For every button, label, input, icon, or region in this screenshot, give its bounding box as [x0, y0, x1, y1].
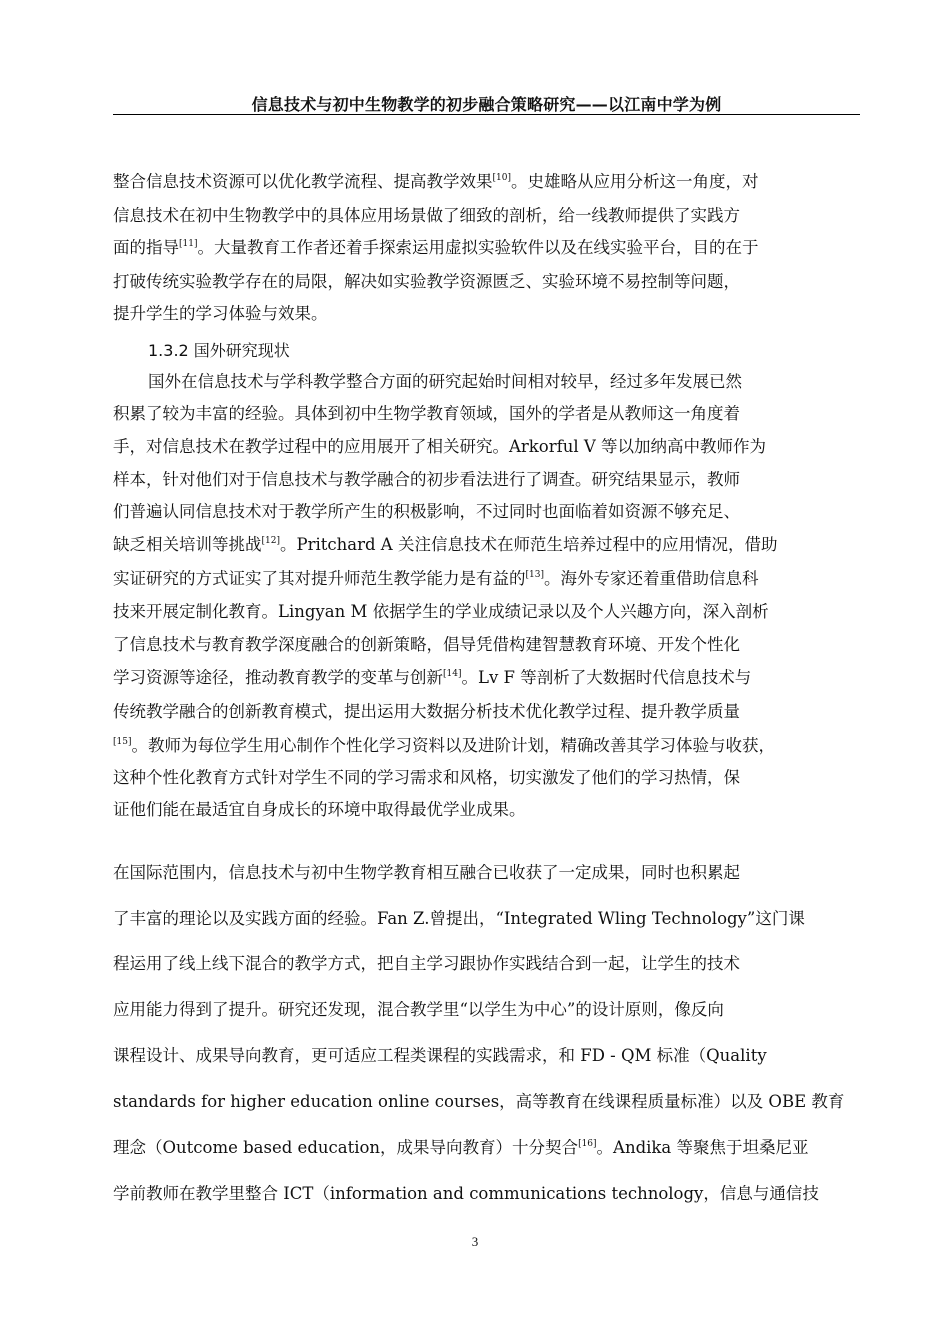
line-text: 积累了较为丰富的经验。具体到初中生物学教育领域，国外的学者是从教师这一角度着 [113, 404, 740, 423]
header-divider [113, 114, 860, 115]
line-text: 信息技术在初中生物教学中的具体应用场景做了细致的剖析，给一线教师提供了实践方 [113, 206, 740, 225]
text-line [113, 736, 775, 756]
text-line [113, 668, 751, 688]
line-text: 实证研究的方式证实了其对提升师范生教学能力是有益的 [113, 569, 526, 588]
text-line [113, 206, 740, 226]
text-line [113, 800, 526, 820]
text-line [148, 372, 742, 392]
page-number: 3 [471, 1234, 479, 1249]
text-line [113, 569, 758, 589]
text-line [113, 272, 740, 292]
citation-ref: [12] [261, 536, 280, 546]
section-heading: 1.3.2 国外研究现状 [148, 341, 290, 360]
text-line [113, 238, 758, 258]
text-line [113, 404, 740, 424]
line-text-continued: 。海外专家还着重借助信息科 [543, 569, 759, 588]
line-text: 面的指导 [113, 238, 179, 257]
line-text-continued: 。教师为每位学生用心制作个性化学习资料以及进阶计划，精确改善其学习体验与收获， [131, 736, 775, 755]
line-text: 应用能力得到了提升。研究还发现，混合教学里“以学生为中心”的设计原则，像反向 [113, 1000, 724, 1019]
line-text: 了丰富的理论以及实践方面的经验。Fan Z.曾提出，“Integrated Wling Technology”这门课 [113, 909, 805, 928]
line-text: 传统教学融合的创新教育模式，提出运用大数据分析技术优化教学过程、提升教学质量 [113, 702, 740, 721]
line-text-continued: 。大量教育工作者还着手探索运用虚拟实验软件以及在线实验平台，目的在于 [197, 238, 759, 257]
line-text: 们普遍认同信息技术对于教学所产生的积极影响，不过同时也面临着如资源不够充足、 [113, 502, 740, 521]
text-line [113, 909, 805, 929]
text-line [113, 172, 758, 192]
line-text-continued: 。Lv F 等剖析了大数据时代信息技术与 [461, 668, 752, 687]
line-text: 学前教师在教学里整合 ICT（information and communications technology，信息与通信技 [113, 1184, 819, 1203]
line-text-continued: 。Andika 等聚焦于坦桑尼亚 [596, 1138, 809, 1157]
text-line [113, 502, 740, 522]
line-text: 缺乏相关培训等挑战 [113, 535, 262, 554]
text-line [113, 954, 740, 974]
text-line [113, 863, 740, 883]
text-line [113, 702, 740, 722]
citation-ref: [15] [113, 737, 132, 747]
citation-ref: [13] [525, 570, 544, 580]
text-line [113, 602, 769, 622]
text-line [113, 1092, 844, 1112]
line-text-continued: 。Pritchard A 关注信息技术在师范生培养过程中的应用情况，借助 [279, 535, 778, 554]
text-line [113, 304, 328, 324]
line-text: 证他们能在最适宜自身成长的环境中取得最优学业成果。 [113, 800, 526, 819]
text-line [113, 470, 740, 490]
text-line [113, 1000, 724, 1020]
text-line [113, 768, 740, 788]
line-text: 样本，针对他们对于信息技术与教学融合的初步看法进行了调查。研究结果显示，教师 [113, 470, 740, 489]
line-text: 在国际范围内，信息技术与初中生物学教育相互融合已收获了一定成果，同时也积累起 [113, 863, 740, 882]
citation-ref: [14] [443, 669, 462, 679]
line-text: 提升学生的学习体验与效果。 [113, 304, 328, 323]
text-line [113, 1184, 819, 1204]
text-line [113, 1046, 767, 1066]
running-header: 信息技术与初中生物教学的初步融合策略研究——以江南中学为例 [251, 95, 722, 114]
text-line [113, 635, 740, 655]
line-text: 技来开展定制化教育。Lingyan M 依据学生的学业成绩记录以及个人兴趣方向，深入剖析 [113, 602, 769, 621]
line-text: 国外在信息技术与学科教学整合方面的研究起始时间相对较早，经过多年发展已然 [148, 372, 742, 391]
line-text: 手，对信息技术在教学过程中的应用展开了相关研究。Arkorful V 等以加纳高中教师作为 [113, 437, 767, 456]
line-text: 整合信息技术资源可以优化教学流程、提高教学效果 [113, 172, 493, 191]
line-text: 学习资源等途径，推动教育教学的变革与创新 [113, 668, 443, 687]
line-text: 理念（Outcome based education，成果导向教育）十分契合 [113, 1138, 579, 1157]
line-text: standards for higher education online courses，高等教育在线课程质量标准）以及 OBE 教育 [113, 1092, 845, 1111]
line-text: 这种个性化教育方式针对学生不同的学习需求和风格，切实激发了他们的学习热情，保 [113, 768, 740, 787]
citation-ref: [11] [179, 239, 198, 249]
line-text: 课程设计、成果导向教育，更可适应工程类课程的实践需求，和 FD - QM 标准（Quality [113, 1046, 767, 1065]
line-text: 打破传统实验教学存在的局限，解决如实验教学资源匮乏、实验环境不易控制等问题， [113, 272, 740, 291]
text-line [113, 1138, 809, 1158]
line-text: 程运用了线上线下混合的教学方式，把自主学习跟协作实践结合到一起，让学生的技术 [113, 954, 740, 973]
line-text: 了信息技术与教育教学深度融合的创新策略，倡导凭借构建智慧教育环境、开发个性化 [113, 635, 740, 654]
citation-ref: [10] [492, 173, 511, 183]
citation-ref: [16] [578, 1139, 597, 1149]
text-line [113, 437, 766, 457]
text-line [113, 535, 777, 555]
line-text-continued: 。史雄略从应用分析这一角度，对 [510, 172, 759, 191]
